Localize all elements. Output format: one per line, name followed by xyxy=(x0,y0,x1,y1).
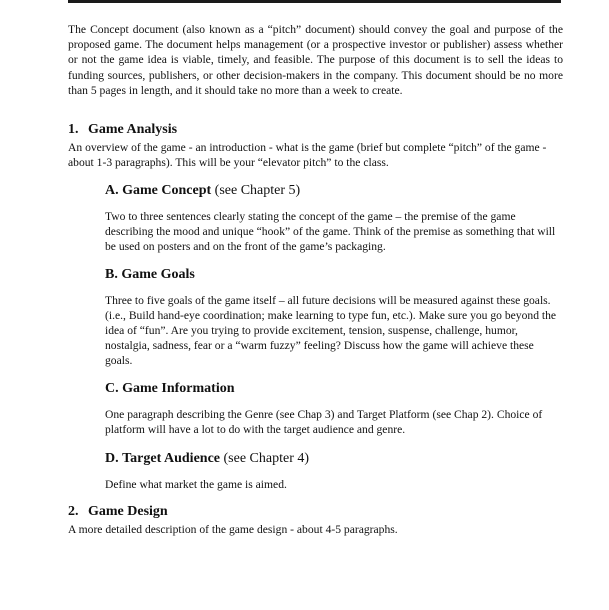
section-heading xyxy=(68,121,563,138)
page-top-rule xyxy=(68,0,561,3)
subsection-note: (see Chapter 4) xyxy=(223,450,310,466)
subsection-title: Game Concept xyxy=(122,183,212,199)
subsection-game-information xyxy=(105,380,563,438)
subsection-heading xyxy=(105,380,563,397)
subsection-letter: B. xyxy=(105,267,118,283)
subsection-title: Game Goals xyxy=(121,267,195,283)
section-title: Game Design xyxy=(88,503,168,519)
section-description: An overview of the game - an introduction - what is the game (brief but complete “pitch” of the game - about 1-3 paragraphs). This will be your “elevator pitch” to the class. xyxy=(68,141,547,170)
section-description: A more detailed description of the game design - about 4-5 paragraphs. xyxy=(68,522,398,536)
subsection-title: Target Audience xyxy=(122,450,220,466)
subsection-letter: A. xyxy=(105,183,119,199)
subsection-heading xyxy=(105,182,563,199)
subsection-body: One paragraph describing the Genre (see Chap 3) and Target Platform (see Chap 2). Choice of platform will have a lot to do with the target audience and genre. xyxy=(105,408,543,437)
section-game-analysis xyxy=(68,121,563,493)
subsection-letter: C. xyxy=(105,381,119,397)
section-number: 2. xyxy=(68,503,79,519)
document-body xyxy=(68,22,563,537)
subsection-body: Three to five goals of the game itself – all future decisions will be measured against these goals. (i.e., Build hand-eye coordination; make learning to type fun, etc.). Make sure you go beyond the idea of “fun”. Are you trying to provide excitement, tension, suspense, challenge, humor, nostalgia, sadness, fear or a “warm fuzzy” feeling? Discuss how the game will achieve these goals. xyxy=(105,294,557,367)
section-heading xyxy=(68,503,563,520)
section-game-design xyxy=(68,503,563,537)
subsection-title: Game Information xyxy=(122,381,235,397)
subsection-target-audience xyxy=(105,450,563,493)
section-number: 1. xyxy=(68,122,79,138)
subsection-note: (see Chapter 5) xyxy=(214,183,301,199)
subsection-game-goals xyxy=(105,266,563,368)
subsection-heading xyxy=(105,450,563,467)
intro-paragraph: The Concept document (also known as a “pitch” document) should convey the goal and purpose of the proposed game. The document helps management (or a prospective investor or publisher) assess whether or not the game idea is viable, timely, and feasible. The purpose of this document is to sell the ideas to funding sources, publishers, or other decision-makers in the company. This document should be no more than 5 pages in length, and it should take no more than a week to create. xyxy=(68,23,563,97)
subsection-heading xyxy=(105,266,563,283)
section-title: Game Analysis xyxy=(88,122,178,138)
subsection-game-concept xyxy=(105,182,563,254)
subsection-body: Define what market the game is aimed. xyxy=(105,477,287,491)
subsection-letter: D. xyxy=(105,450,119,466)
subsection-body: Two to three sentences clearly stating the concept of the game – the premise of the game describing the mood and unique “hook” of the game. Think of the premise as something that will be used on posters and on the front of the game’s packaging. xyxy=(105,210,556,253)
